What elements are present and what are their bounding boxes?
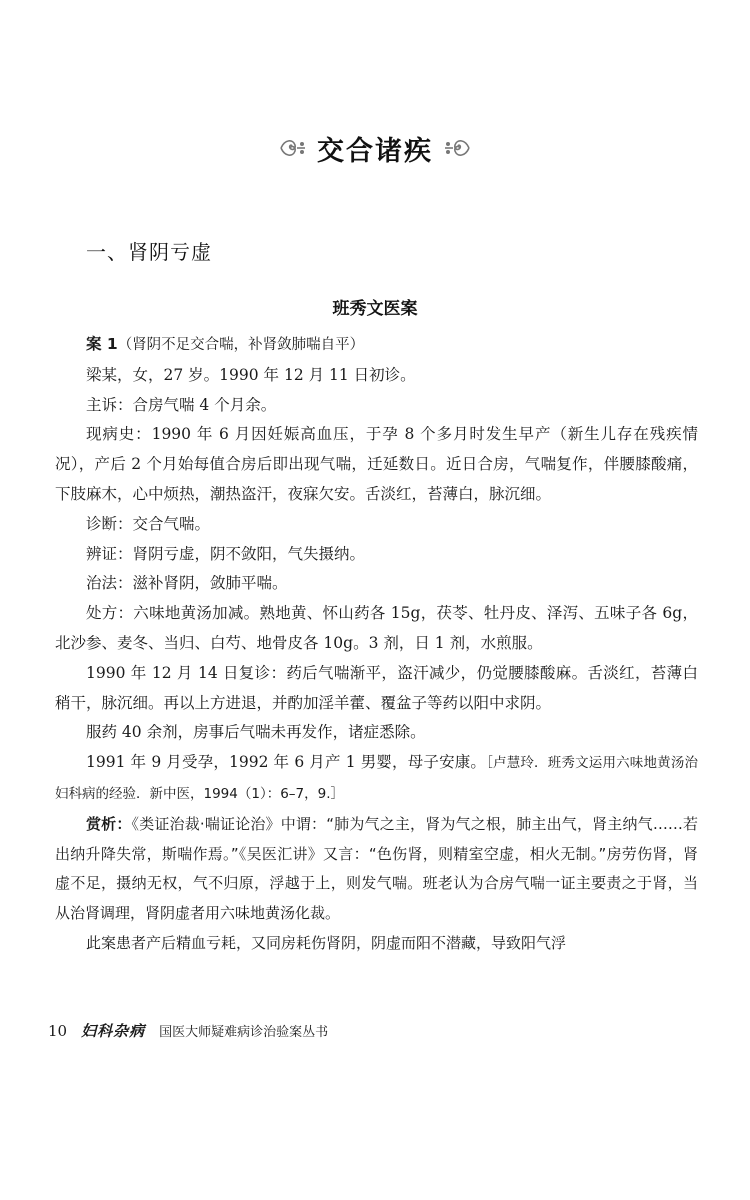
paragraph-diagnosis: 诊断：交合气喘。 bbox=[86, 514, 211, 533]
body-text bbox=[55, 330, 698, 959]
page-number: 10 bbox=[48, 1022, 68, 1040]
case-heading bbox=[55, 330, 698, 361]
commentary-label: 赏析： bbox=[86, 814, 132, 833]
paragraph-history: 现病史：1990 年 6 月因妊娠高血压，于孕 8 个多月时发生早产（新生儿存在残疾情况），产后 2 个月始每值合房后即出现气喘，迁延数日。近日合房，气喘复作，伴腰膝酸痛，下肢麻木，心中烦热，潮热盗汗，夜寐欠安。舌淡红，苔薄白，脉沉细。 bbox=[55, 425, 698, 503]
paragraph-syndrome: 辨证：肾阴亏虚，阴不敛阳，气失摄纳。 bbox=[86, 544, 366, 563]
pregnancy-text: 1991 年 9 月受孕，1992 年 6 月产 1 男婴，母子安康。 bbox=[86, 753, 487, 772]
case-note: （肾阴不足交合喘，补肾敛肺喘自平） bbox=[117, 337, 365, 353]
page-footer bbox=[48, 1020, 328, 1041]
paragraph-treatment: 治法：滋补肾阴，敛肺平喘。 bbox=[86, 574, 288, 593]
chapter-title: 交合诸疾 bbox=[317, 135, 433, 167]
series-description: 国医大师疑难病诊治验案丛书 bbox=[159, 1025, 329, 1040]
chapter-header bbox=[0, 124, 750, 172]
case-collection-title: 班秀文医案 bbox=[332, 299, 418, 319]
paragraph-outcome: 服药 40 余剂，房事后气喘未再发作，诸症悉除。 bbox=[86, 723, 426, 742]
right-ornament-icon bbox=[443, 135, 473, 161]
paragraph-followup: 1990 年 12 月 14 日复诊：药后气喘渐平，盗汗减少，仍觉腰膝酸麻。舌淡红，苔薄白稍干，脉沉细。再以上方进退，并酌加淫羊藿、覆盆子等药以阳中求阴。 bbox=[55, 663, 698, 712]
paragraph-prescription: 处方：六味地黄汤加减。熟地黄、怀山药各 15g，茯苓、牡丹皮、泽泻、五味子各 6g，北沙参、麦冬、当归、白芍、地骨皮各 10g。3 剂，日 1 剂，水煎服。 bbox=[55, 604, 698, 652]
commentary-text: 《类证治裁·喘证论治》中谓：“肺为气之主，肾为气之根，肺主出气，肾主纳气……若出纳升降失常，斯喘作焉。”《吴医汇讲》又言：“色伤肾，则精室空虚，相火无制。”房劳伤肾，肾虚不足，摄纳无权，气不归原，浮越于上，则发气喘。班老认为合房气喘一证主要责之于肾，当从治肾调理，肾阴虚者用六味地黄汤化裁。 bbox=[55, 814, 698, 923]
series-name: 妇科杂病 bbox=[81, 1022, 146, 1040]
paragraph-pregnancy bbox=[55, 748, 698, 810]
paragraph-complaint: 主诉：合房气喘 4 个月余。 bbox=[86, 395, 277, 414]
case-title: 案 1 bbox=[86, 335, 118, 353]
paragraph-analysis: 此案患者产后精血亏耗，又同房耗伤肾阴，阴虚而阳不潜藏，导致阳气浮 bbox=[86, 933, 567, 952]
paragraph-commentary bbox=[55, 810, 698, 929]
paragraph-patient: 梁某，女，27 岁。1990 年 12 月 11 日初诊。 bbox=[86, 365, 416, 384]
section-heading: 一、肾阴亏虚 bbox=[86, 240, 212, 264]
citation: ［卢慧玲．班秀文运用六味地黄汤治妇科病的经验．新中医，1994（1）：6–7，9.］ bbox=[55, 755, 698, 802]
left-ornament-icon bbox=[277, 135, 307, 161]
